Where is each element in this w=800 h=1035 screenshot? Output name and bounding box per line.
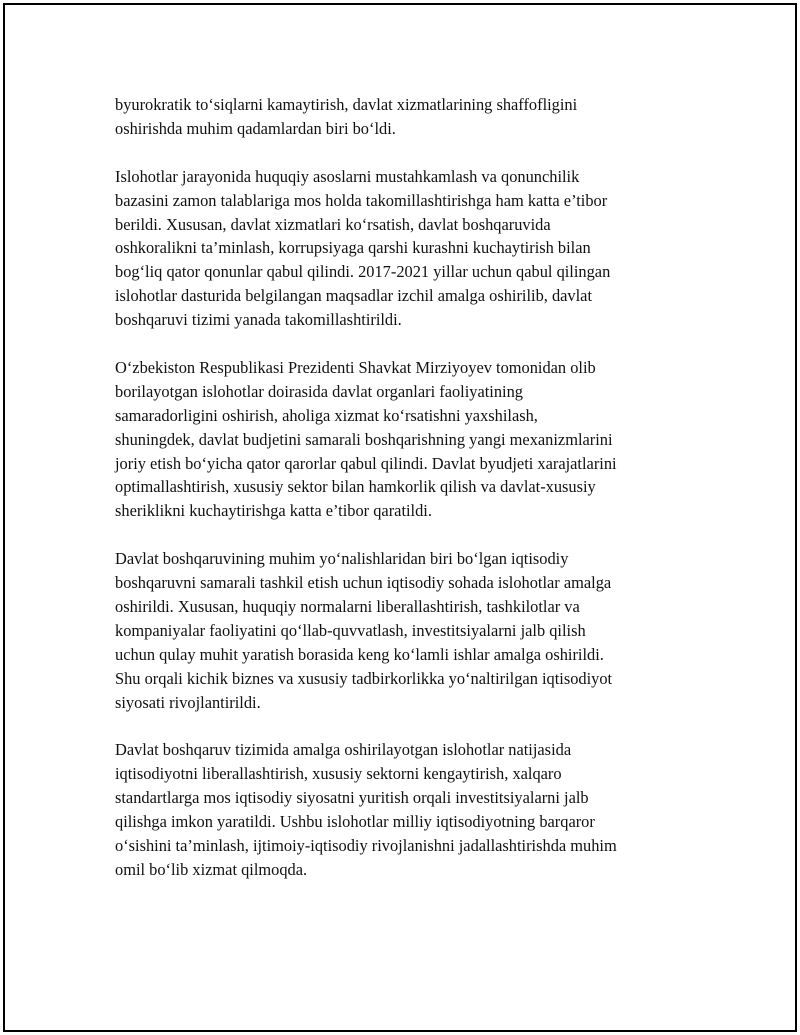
paragraph-3: O‘zbekiston Respublikasi Prezidenti Shavkat Mirziyoyev tomonidan olib borilayotgan islohotlar doirasida davlat organlari faoliyatining samaradorligini oshirish, aholiga xizmat ko‘rsatishni yaxshilash, shuningdek, davlat budjetini samarali boshqarishning yangi mexanizmlarini joriy etish bo‘yicha qator qarorlar qabul qilindi. Davlat byudjeti xarajatlarini optimallashtirish, xususiy sektor bilan hamkorlik qilish va davlat-xususiy sheriklikni kuchaytirishga katta e’tibor qaratildi. (115, 357, 617, 521)
paragraph-2: Islohotlar jarayonida huquqiy asoslarni mustahkamlash va qonunchilik bazasini zamon talablariga mos holda takomillashtirishga ham katta e’tibor berildi. Xususan, davlat xizmatlari ko‘rsatish, davlat boshqaruvida oshkoralikni ta’minlash, korrupsiyaga qarshi kurashni kuchaytirish bilan bog‘liq qator qonunlar qabul qilindi. 2017-2021 yillar uchun qabul qilingan islohotlar dasturida belgilangan maqsadlar izchil amalga oshirilib, davlat boshqaruvi tizimi yanada takomillashtirildi. (115, 166, 611, 330)
paragraph-4: Davlat boshqaruvining muhim yo‘nalishlaridan biri bo‘lgan iqtisodiy boshqaruvni samarali tashkil etish uchun iqtisodiy sohada islohotlar amalga oshirildi. Xususan, huquqiy normalarni liberallashtirish, tashkilotlar va kompaniyalar faoliyatini qo‘llab-quvvatlash, investitsiyalarni jalb qilish uchun qulay muhit yaratish borasida keng ko‘lamli ishlar amalga oshirildi. Shu orqali kichik biznes va xususiy tadbirkorlikka yo‘naltirilgan iqtisodiyot siyosati rivojlantirildi. (115, 549, 613, 712)
paragraph-5: Davlat boshqaruv tizimida amalga oshirilayotgan islohotlar natijasida iqtisodiyotni liberallashtirish, xususiy sektorni kengaytirish, xalqaro standartlarga mos iqtisodiy siyosatni yuritish orqali investitsiyalarni jalb qilishga imkon yaratildi. Ushbu islohotlar milliy iqtisodiyotning barqaror o‘sishini ta’minlash, ijtimoiy-iqtisodiy rivojlanishni jadallashtirishda muhim omil bo‘lib xizmat qilmoqda. (115, 740, 617, 879)
document-body (115, 93, 687, 906)
paragraph-1: byurokratik to‘siqlarni kamaytirish, davlat xizmatlarining shaffofligini oshirishda muhim qadamlardan biri bo‘ldi. (115, 95, 578, 138)
